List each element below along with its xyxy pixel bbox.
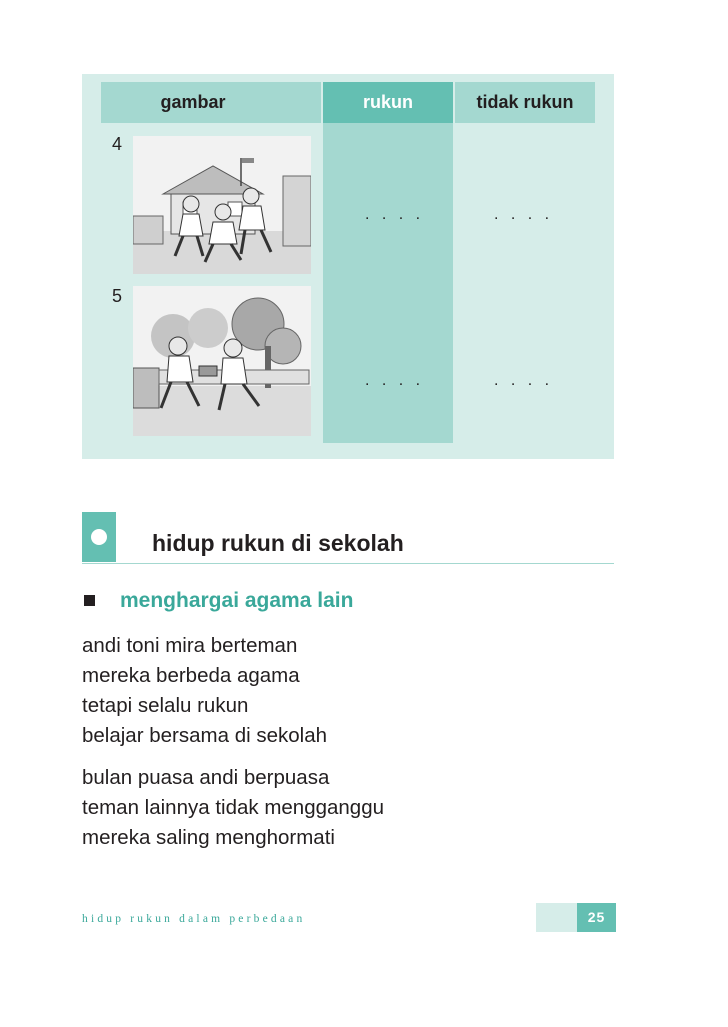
illustration-children-fighting	[133, 136, 311, 274]
illustration-children-tug-of-war	[133, 286, 311, 436]
text-line: mereka berbeda agama	[82, 664, 300, 687]
subsection-title: menghargai agama lain	[120, 589, 354, 612]
header-tidak-rukun: tidak rukun	[455, 82, 595, 123]
square-bullet-icon	[84, 595, 95, 606]
header-rukun: rukun	[323, 82, 453, 123]
row-4-tidak-rukun-blank: . . . .	[494, 206, 554, 223]
text-line: tetapi selalu rukun	[82, 694, 249, 717]
paragraph-1	[82, 631, 327, 751]
row-number-4: 4	[112, 134, 123, 154]
paragraph-2	[82, 763, 384, 853]
section-divider	[82, 563, 614, 564]
section-title: hidup rukun di sekolah	[152, 530, 404, 556]
text-line: andi toni mira berteman	[82, 634, 298, 657]
section-marker	[82, 512, 116, 562]
text-line: belajar bersama di sekolah	[82, 724, 327, 747]
text-line: bulan puasa andi berpuasa	[82, 766, 330, 789]
text-line: mereka saling menghormati	[82, 826, 335, 849]
row-5-rukun-blank: . . . .	[365, 372, 425, 389]
text-line: teman lainnya tidak mengganggu	[82, 796, 385, 819]
footer-decoration	[536, 903, 577, 932]
header-gambar: gambar	[101, 82, 321, 123]
row-4-rukun-blank: . . . .	[365, 206, 425, 223]
row-number-5: 5	[112, 286, 123, 306]
footer-title: hidup rukun dalam perbedaan	[82, 913, 306, 925]
circle-bullet-icon	[91, 529, 107, 545]
row-5-tidak-rukun-blank: . . . .	[494, 372, 554, 389]
page-number: 25	[577, 903, 616, 932]
activity-table	[82, 74, 614, 459]
